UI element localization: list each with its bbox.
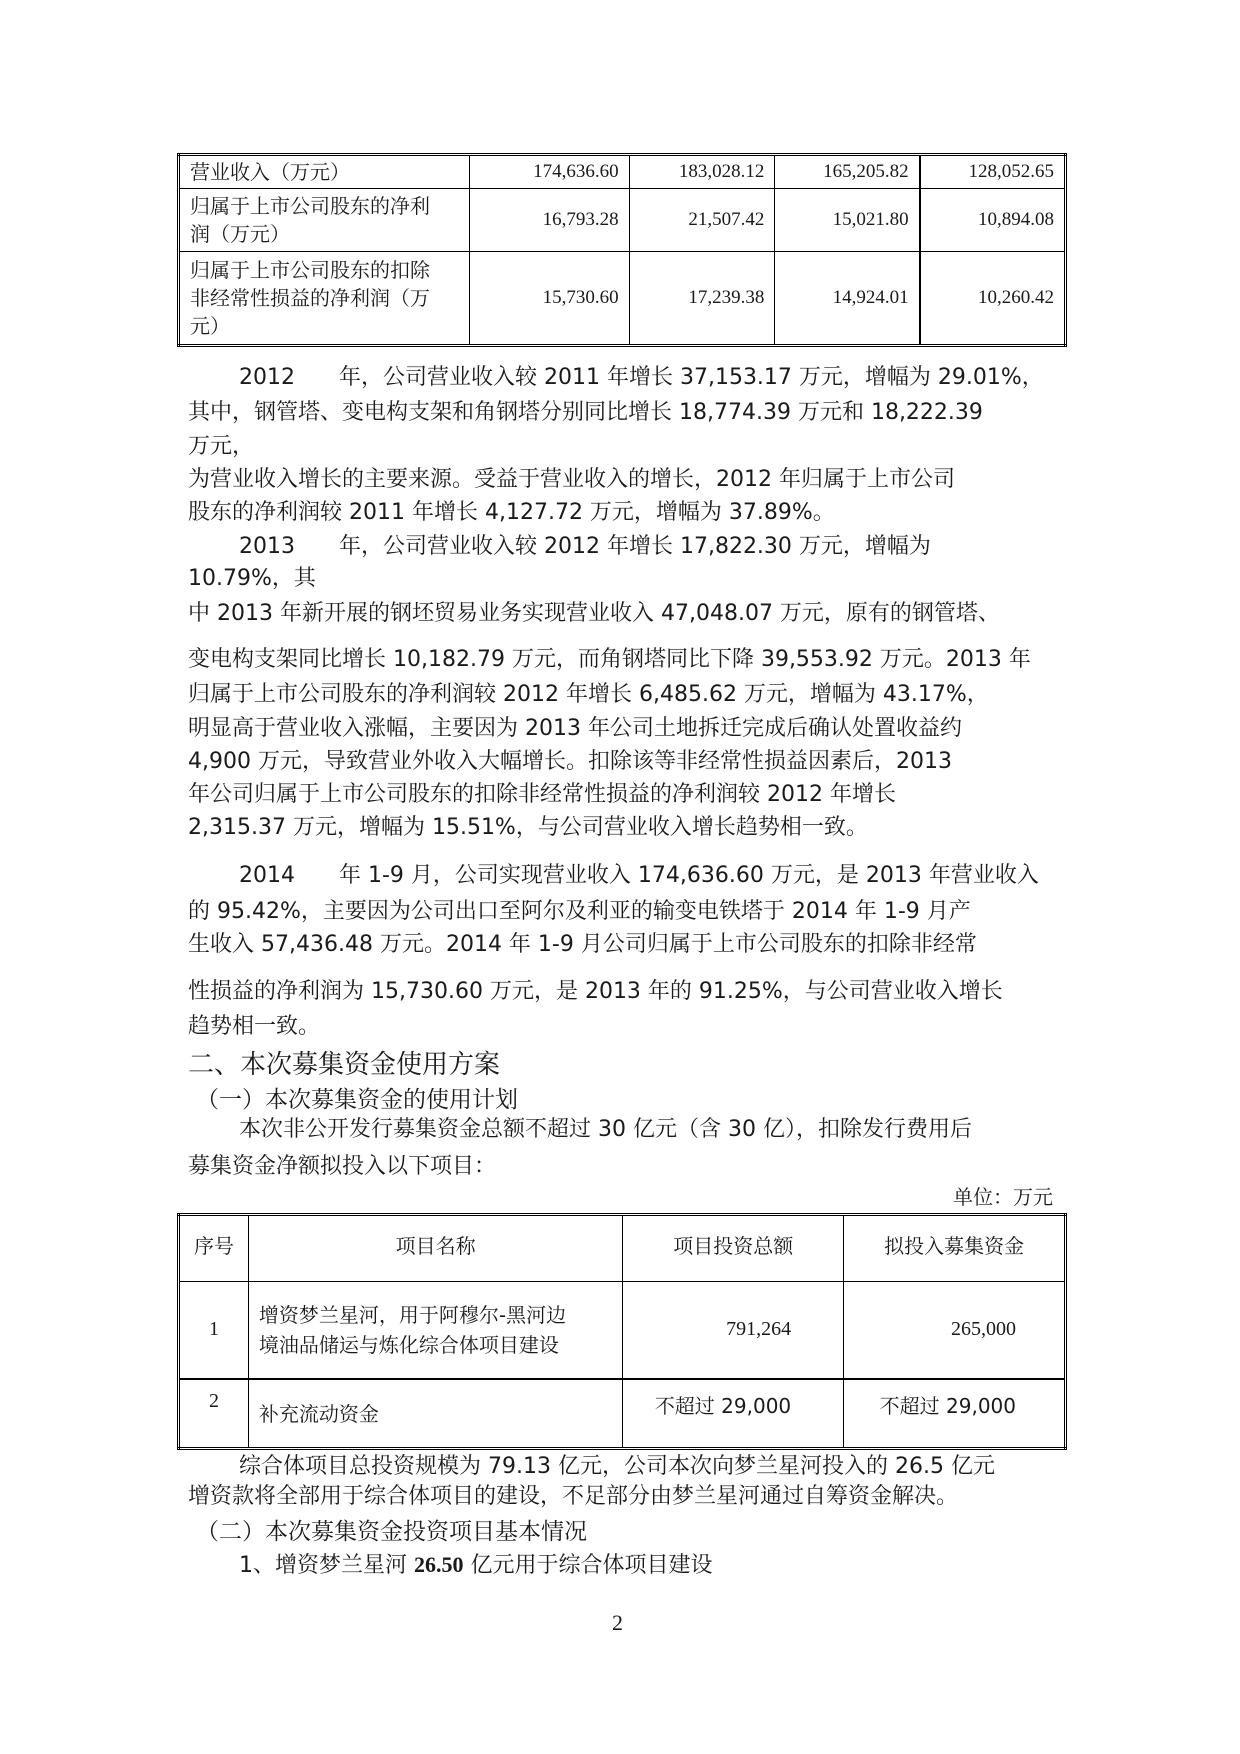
cell-value: 15,021.80	[775, 189, 920, 252]
project-table	[177, 1213, 1067, 1450]
cell-no: 1	[179, 1282, 249, 1379]
unit-label: 单位：万元	[953, 1185, 1053, 1209]
header-raise: 拟投入募集资金	[844, 1215, 1066, 1282]
table-header-row	[179, 1215, 1066, 1282]
financial-summary-table	[177, 153, 1067, 347]
text-line: 10.79%，其	[188, 566, 316, 591]
table-row	[179, 252, 1066, 346]
cell-value: 21,507.42	[629, 189, 775, 252]
text-line: 4,900 万元，导致营业外收入大幅增长。扣除该等非经常性损益因素后，2013	[188, 749, 952, 774]
cell-value: 17,239.38	[629, 252, 775, 346]
table-row	[179, 1379, 1066, 1449]
text-line: 综合体项目总投资规模为 79.13 亿元，公司本次向梦兰星河投入的 26.5 亿元	[239, 1454, 995, 1479]
text-line: 为营业收入增长的主要来源。受益于营业收入的增长，2012 年归属于上市公司	[188, 467, 955, 492]
table-row	[179, 155, 1066, 189]
cell-value: 10,260.42	[920, 252, 1066, 346]
cell-name-line: 境油品储运与炼化综合体项目建设	[258, 1332, 559, 1357]
cell-value: 14,924.01	[775, 252, 920, 346]
text-line: 股东的净利润较 2011 年增长 4,127.72 万元，增幅为 37.89%。	[188, 500, 835, 525]
text-line: 2013 年，公司营业收入较 2012 年增长 17,822.30 万元，增幅为	[239, 534, 931, 559]
cell-raise: 不超过 29,000	[844, 1379, 1066, 1449]
item-amount: 26.50	[414, 1552, 464, 1577]
page-number: 2	[612, 1610, 623, 1635]
cell-raise: 265,000	[844, 1282, 1066, 1379]
text-line: 变电构支架同比增长 10,182.79 万元，而角钢塔同比下降 39,553.92 万元。2013 年	[188, 647, 1031, 672]
row-label-line: 归属于上市公司股东的净利	[190, 194, 430, 218]
text-line: 年公司归属于上市公司股东的扣除非经常性损益的净利润较 2012 年增长	[188, 782, 896, 807]
cell-value: 128,052.65	[920, 155, 1066, 189]
subsection-heading: （二）本次募集资金投资项目基本情况	[196, 1519, 587, 1545]
text-line: 增资款将全部用于综合体项目的建设，不足部分由梦兰星河通过自筹资金解决。	[188, 1484, 959, 1509]
header-name: 项目名称	[248, 1215, 622, 1282]
text-line: 趋势相一致。	[188, 1014, 321, 1039]
text-line: 2012 年，公司营业收入较 2011 年增长 37,153.17 万元，增幅为 29.01%，	[239, 365, 1044, 390]
cell-total: 791,264	[623, 1282, 844, 1379]
cell-name-line: 增资梦兰星河，用于阿穆尔-黑河边	[258, 1302, 567, 1327]
section-heading: 二、本次募集资金使用方案	[188, 1050, 501, 1080]
text-line: 性损益的净利润为 15,730.60 万元，是 2013 年的 91.25%，与公司营业收入增长	[188, 979, 1003, 1004]
cell-no: 2	[179, 1379, 249, 1449]
cell-value: 165,205.82	[775, 155, 920, 189]
cell-name: 补充流动资金	[248, 1379, 622, 1449]
row-label	[179, 189, 470, 252]
text-line: 的 95.42%，主要因为公司出口至阿尔及利亚的输变电铁塔于 2014 年 1-9 月产	[188, 899, 971, 924]
row-label-line: 非经常性损益的净利润（万	[190, 286, 430, 310]
text-line: 2,315.37 万元，增幅为 15.51%，与公司营业收入增长趋势相一致。	[188, 815, 868, 840]
row-label	[179, 252, 470, 346]
cell-value: 174,636.60	[469, 155, 629, 189]
row-label-line: 归属于上市公司股东的扣除	[190, 258, 430, 282]
table-row	[179, 189, 1066, 252]
header-no: 序号	[179, 1215, 249, 1282]
item-heading	[239, 1550, 713, 1581]
text-line: 万元，	[188, 434, 255, 459]
text-line: 归属于上市公司股东的净利润较 2012 年增长 6,485.62 万元，增幅为 43.17%，	[188, 682, 989, 707]
row-label-line: 元）	[190, 314, 230, 338]
text-line: 其中，钢管塔、变电构支架和角钢塔分别同比增长 18,774.39 万元和 18,222.39	[188, 400, 983, 425]
header-total: 项目投资总额	[623, 1215, 844, 1282]
item-suffix: 亿元用于综合体项目建设	[463, 1553, 713, 1578]
table-row	[179, 1282, 1066, 1379]
text-line: 本次非公开发行募集资金总额不超过 30 亿元（含 30 亿），扣除发行费用后	[239, 1117, 972, 1142]
cell-name	[248, 1282, 622, 1379]
text-line: 中 2013 年新开展的钢坯贸易业务实现营业收入 47,048.07 万元，原有的钢管塔、	[188, 601, 1000, 626]
cell-total: 不超过 29,000	[623, 1379, 844, 1449]
item-prefix: 1、增资梦兰星河	[239, 1553, 414, 1578]
text-line: 生收入 57,436.48 万元。2014 年 1-9 月公司归属于上市公司股东的扣除非经常	[188, 932, 977, 957]
text-line: 明显高于营业收入涨幅，主要因为 2013 年公司土地拆迁完成后确认处置收益约	[188, 716, 962, 741]
row-label: 营业收入（万元）	[179, 155, 470, 189]
text-line: 2014 年 1-9 月，公司实现营业收入 174,636.60 万元，是 2013 年营业收入	[239, 863, 1039, 888]
cell-value: 15,730.60	[469, 252, 629, 346]
text-line: 募集资金净额拟投入以下项目：	[188, 1154, 497, 1179]
cell-value: 10,894.08	[920, 189, 1066, 252]
cell-value: 183,028.12	[629, 155, 775, 189]
subsection-heading: （一）本次募集资金的使用计划	[196, 1087, 518, 1113]
row-label-line: 润（万元）	[190, 222, 290, 246]
cell-value: 16,793.28	[469, 189, 629, 252]
